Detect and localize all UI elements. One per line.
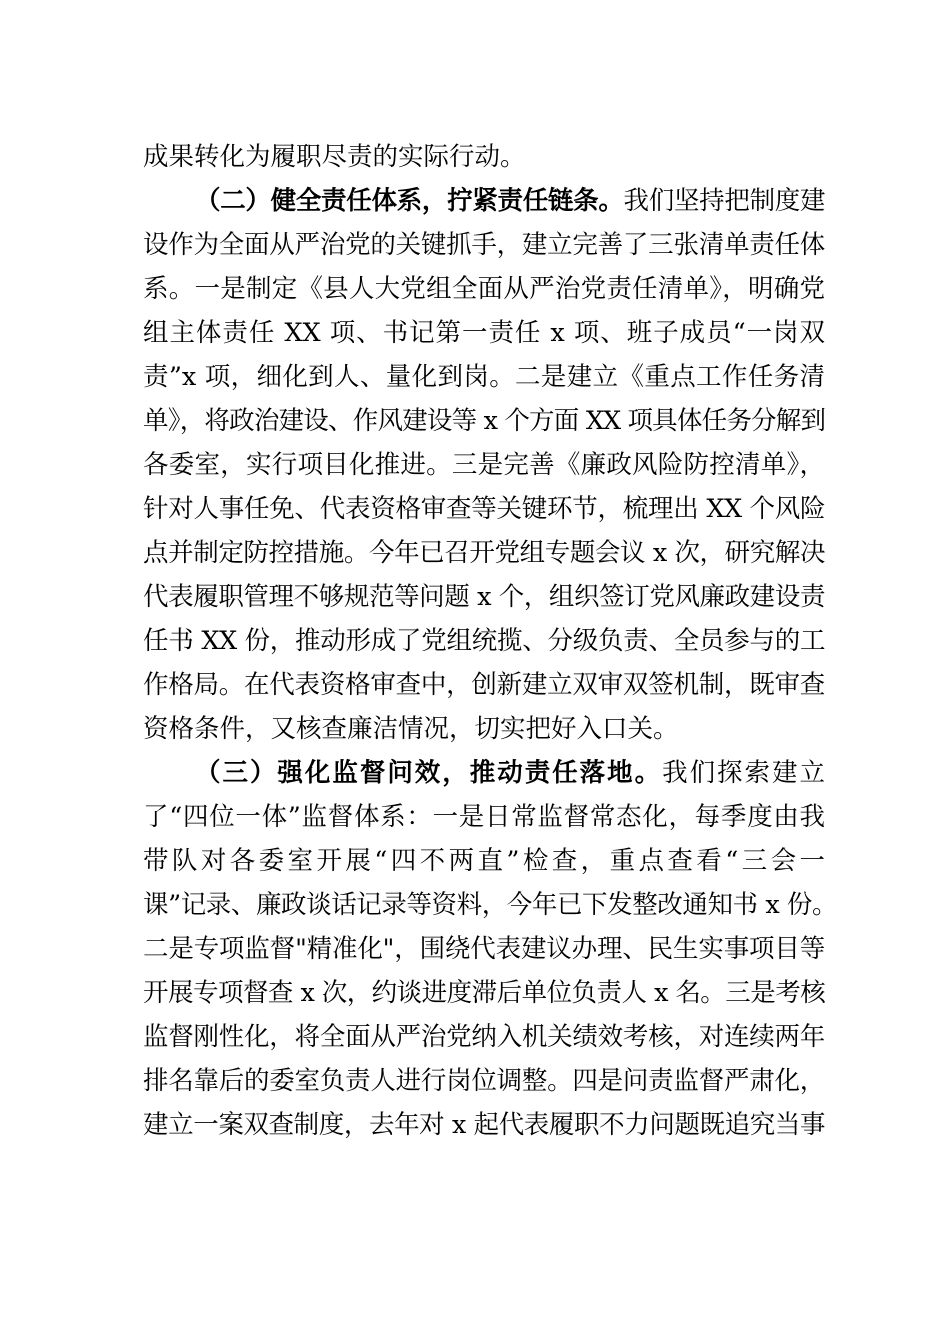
- line-text: 设作为全面从严治党的关键抓手，建立完善了三张清单责任体: [143, 230, 825, 260]
- line-text: 任书 XX 份，推动形成了党组统揽、分级负责、全员参与的工: [143, 626, 825, 656]
- line-text: 开展专项督查 x 次，约谈进度滞后单位负责人 x 名。三是考核: [143, 978, 825, 1008]
- line-text: 针对人事任免、代表资格审查等关键环节，梳理出 XX 个风险: [143, 494, 825, 524]
- text-line: [143, 1016, 825, 1059]
- text-line: [143, 1060, 825, 1103]
- text-line: [143, 664, 825, 707]
- text-line: [143, 620, 825, 663]
- section-heading-line: [195, 752, 825, 795]
- line-text: 排名靠后的委室负责人进行岗位调整。四是问责监督严肃化，: [143, 1066, 825, 1096]
- section-heading: （三）强化监督问效，推动责任落地。: [195, 758, 663, 788]
- text-line: [143, 840, 825, 883]
- line-text: 单》，将政治建设、作风建设等 x 个方面 XX 项具体任务分解到: [143, 406, 825, 436]
- text-line: [143, 1104, 825, 1147]
- text-line: [143, 884, 837, 927]
- text-line: [143, 268, 825, 311]
- line-text: 监督刚性化，将全面从严治党纳入机关绩效考核，对连续两年: [143, 1022, 825, 1052]
- text-line: [143, 444, 825, 487]
- section-heading-line: [195, 180, 825, 223]
- text-line: [143, 136, 825, 179]
- line-text: 资格条件，又核查廉洁情况，切实把好入口关。: [143, 714, 679, 744]
- line-text: 各委室，实行项目化推进。三是完善《廉政风险防控清单》，: [143, 450, 825, 480]
- line-text: 我们坚持把制度建: [623, 186, 825, 216]
- line-text: 作格局。在代表资格审查中，创新建立双审双签机制，既审查: [143, 670, 825, 700]
- line-text: 责”x 项，细化到人、量化到岗。二是建立《重点工作任务清: [143, 362, 825, 392]
- line-text: 组主体责任 XX 项、书记第一责任 x 项、班子成员“一岗双: [143, 318, 825, 348]
- text-line: [143, 224, 825, 267]
- text-line: [143, 576, 825, 619]
- section-heading: （二）健全责任体系，拧紧责任链条。: [195, 186, 624, 216]
- text-line: [143, 356, 825, 399]
- line-text: 点并制定防控措施。今年已召开党组专题会议 x 次，研究解决: [143, 538, 825, 568]
- text-line: [143, 488, 825, 531]
- line-text: 系。一是制定《县人大党组全面从严治党责任清单》，明确党: [143, 274, 825, 304]
- text-line: [143, 928, 825, 971]
- text-line: [143, 312, 825, 355]
- text-line: [143, 972, 825, 1015]
- line-text: 建立一案双查制度，去年对 x 起代表履职不力问题既追究当事: [143, 1110, 825, 1140]
- text-line: [143, 400, 825, 443]
- line-text: 成果转化为履职尽责的实际行动。: [143, 142, 526, 172]
- text-line: [143, 532, 825, 575]
- line-text: 代表履职管理不够规范等问题 x 个，组织签订党风廉政建设责: [143, 582, 825, 612]
- text-line: [143, 796, 825, 839]
- line-text: 我们探索建立: [662, 758, 825, 788]
- line-text: 二是专项监督"精准化"，围绕代表建议办理、民生实事项目等: [143, 934, 825, 964]
- line-text: 带队对各委室开展“四不两直”检查，重点查看“三会一: [143, 846, 825, 876]
- text-line: [143, 708, 825, 751]
- line-text: 了“四位一体”监督体系：一是日常监督常态化，每季度由我: [143, 802, 825, 832]
- line-text: 课”记录、廉政谈话记录等资料，今年已下发整改通知书 x 份。: [143, 890, 837, 920]
